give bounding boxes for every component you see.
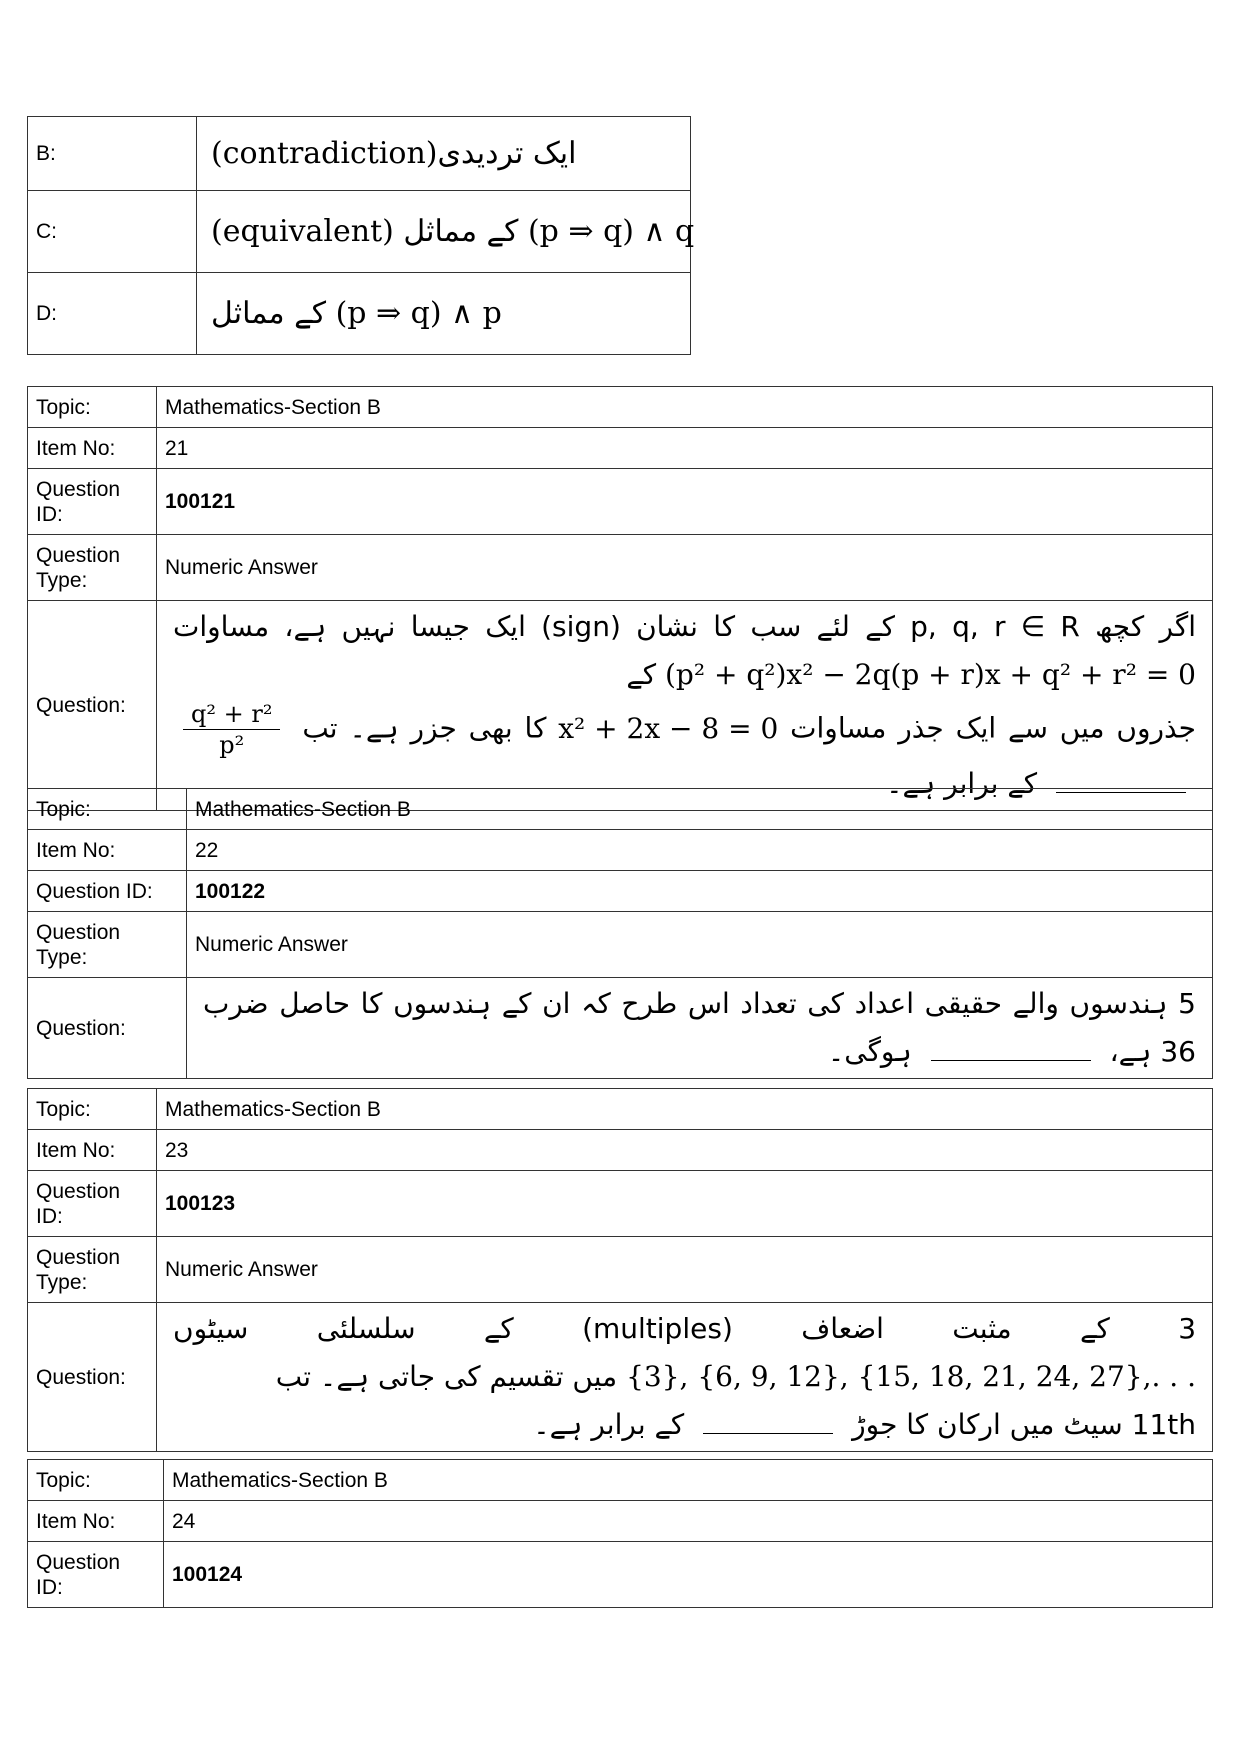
question-type-row [28, 535, 1213, 601]
question-text-part: کے برابر ہے۔ [886, 767, 1038, 800]
topic-value: Mathematics-Section B [164, 1460, 1213, 1501]
item-no-value: 22 [187, 830, 1213, 871]
equation: {3}, {6, 9, 12}, {15, 18, 21, 24, 27},. . . [626, 1360, 1196, 1393]
question-text-part: ہوگی۔ [827, 1035, 912, 1068]
item-no-value: 24 [164, 1501, 1213, 1542]
fraction-numerator: q² + r² [183, 699, 280, 730]
question-table-21 [27, 386, 1213, 811]
question-id-label: Question ID: [28, 1171, 157, 1237]
option-content: کے مماثل (p ⇒ q) ∧ p [197, 273, 691, 355]
question-type-row [28, 1237, 1213, 1303]
option-row-c [28, 191, 691, 273]
topic-row [28, 789, 1213, 830]
question-id-label: Question ID: [28, 871, 187, 912]
question-id-row [28, 1171, 1213, 1237]
topic-row [28, 387, 1213, 428]
item-no-label: Item No: [28, 830, 187, 871]
question-text [187, 978, 1213, 1079]
question-type-value: Numeric Answer [187, 912, 1213, 978]
question-row [28, 1303, 1213, 1452]
question-id-value: 100122 [187, 871, 1213, 912]
question-id-value: 100121 [157, 469, 1213, 535]
option-letter: C: [28, 191, 197, 273]
answer-blank [703, 1409, 833, 1434]
question-id-row [28, 1542, 1213, 1608]
question-type-label: Question Type: [28, 535, 157, 601]
topic-row [28, 1460, 1213, 1501]
question-type-label: Question Type: [28, 912, 187, 978]
item-no-label: Item No: [28, 1130, 157, 1171]
question-text [157, 1303, 1213, 1452]
question-label: Question: [28, 1303, 157, 1452]
option-row-b [28, 117, 691, 191]
question-table-23 [27, 1088, 1213, 1452]
topic-label: Topic: [28, 1089, 157, 1130]
question-label: Question: [28, 978, 187, 1079]
question-type-value: Numeric Answer [157, 535, 1213, 601]
question-table-22 [27, 788, 1213, 1079]
fraction [183, 699, 280, 760]
question-id-row [28, 469, 1213, 535]
item-no-row [28, 1501, 1213, 1542]
question-text-part: 11th سیٹ میں ارکان کا جوڑ [852, 1408, 1196, 1441]
question-text-part: 5 ہندسوں والے حقیقی اعداد کی تعداد اس طرح کہ ان کے ہندسوں کا حاصل ضرب 36 ہے، [203, 987, 1196, 1068]
question-type-value: Numeric Answer [157, 1237, 1213, 1303]
question-table-24 [27, 1459, 1213, 1608]
question-id-value: 100123 [157, 1171, 1213, 1237]
equation: (p² + q²)x² − 2q(p + r)x + q² + r² = 0 [665, 658, 1196, 691]
question-type-row [28, 912, 1213, 978]
topic-label: Topic: [28, 789, 187, 830]
question-type-label: Question Type: [28, 1237, 157, 1303]
item-no-value: 21 [157, 428, 1213, 469]
item-no-label: Item No: [28, 1501, 164, 1542]
question-text-part: کے [626, 658, 657, 691]
fraction-denominator: p² [219, 731, 245, 759]
question-text-part: اگر کچھ p, q, r ∈ R کے لئے سب کا نشان (sign) ایک جیسا نہیں ہے، مساوات [173, 610, 1197, 643]
answer-blank [931, 1036, 1091, 1061]
topic-value: Mathematics-Section B [187, 789, 1213, 830]
topic-value: Mathematics-Section B [157, 1089, 1213, 1130]
question-id-value: 100124 [164, 1542, 1213, 1608]
item-no-value: 23 [157, 1130, 1213, 1171]
question-label: Question: [28, 601, 157, 811]
option-content: (equivalent) کے مماثل (p ⇒ q) ∧ q [197, 191, 691, 273]
item-no-row [28, 1130, 1213, 1171]
item-no-row [28, 428, 1213, 469]
option-letter: B: [28, 117, 197, 191]
topic-row [28, 1089, 1213, 1130]
equation: x² + 2x − 8 = 0 [558, 711, 779, 745]
question-text [157, 601, 1213, 811]
item-no-row [28, 830, 1213, 871]
question-text-part: کا بھی جزر ہے۔ تب [302, 711, 547, 745]
question-id-row [28, 871, 1213, 912]
question-id-label: Question ID: [28, 1542, 164, 1608]
question-text-part: جذروں میں سے ایک جذر مساوات [790, 711, 1196, 745]
question-row [28, 978, 1213, 1079]
question-id-label: Question ID: [28, 469, 157, 535]
option-row-d [28, 273, 691, 355]
option-letter: D: [28, 273, 197, 355]
option-content: (contradiction)ایک تردیدی [197, 117, 691, 191]
topic-label: Topic: [28, 1460, 164, 1501]
question-text-part: 3 کے مثبت اضعاف (multiples) کے سلسلئی سیٹوں [173, 1312, 1197, 1345]
question-text-part: میں تقسیم کی جاتی ہے۔ تب [275, 1360, 618, 1393]
question-text-part: کے برابر ہے۔ [533, 1408, 685, 1441]
topic-value: Mathematics-Section B [157, 387, 1213, 428]
topic-label: Topic: [28, 387, 157, 428]
question-row [28, 601, 1213, 811]
options-table [27, 116, 695, 355]
item-no-label: Item No: [28, 428, 157, 469]
